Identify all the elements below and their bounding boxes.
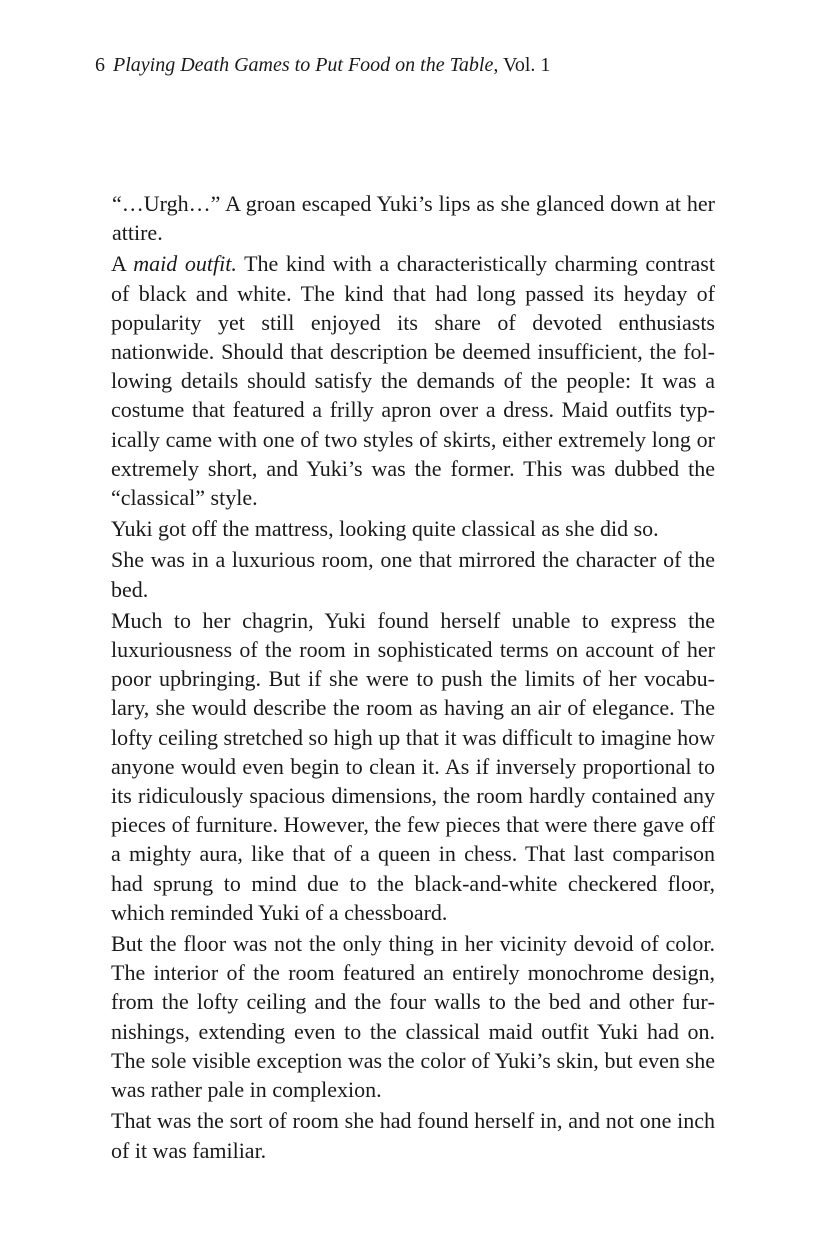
paragraph-text: The kind with a characteristically charming contrast of black and white. The kind that had long passed its heyday of popularity yet still enjoyed its share of devoted enthusiasts nationwide. Should that description be deemed insufficient, the following details should satisfy the demands of the people: It was a costume that featured a frilly apron over a dress. Maid outfits typically came with one of two styles of skirts, either extremely long or extremely short, and Yuki’s was the former. This was dubbed the “classical” style. [111, 251, 715, 511]
paragraph [111, 512, 715, 543]
paragraph [111, 247, 715, 512]
paragraph-text: Much to her chagrin, Yuki found herself unable to express the luxuriousness of the room in sophisticated terms on account of her poor upbringing. But if she were to push the limits of her vocabulary, she would describe the room as having an air of elegance. The lofty ceiling stretched so high up that it was difficult to imagine how anyone would even begin to clean it. As if inversely proportional to its ridiculously spacious dimensions, the room hardly contained any pieces of furniture. However, the few pieces that were there gave off a mighty aura, like that of a queen in chess. That last comparison had sprung to mind due to the black-and-white checkered floor, which reminded Yuki of a chessboard. [111, 607, 715, 925]
paragraph-text: Yuki got off the mattress, looking quite classical as she did so. [111, 516, 659, 542]
paragraph-text: But the floor was not the only thing in her vicinity devoid of color. The interior of the room featured an entirely monochrome design, from the lofty ceiling and the four walls to the bed and other furnishings, extending even to the classical maid outfit Yuki had on. The sole visible exception was the color of Yuki’s skin, but even she was rather pale in complexion. [111, 931, 715, 1103]
book-title: Playing Death Games to Put Food on the Table [113, 54, 494, 76]
body-text [112, 189, 715, 1165]
paragraph-text: She was in a luxurious room, one that mirrored the character of the bed. [111, 547, 715, 602]
paragraph [111, 1104, 715, 1164]
paragraph [111, 543, 715, 603]
paragraph-text: “…Urgh…” A groan escaped Yuki’s lips as she glanced down at her attire. [112, 191, 715, 246]
paragraph [112, 189, 715, 247]
volume-label: , Vol. 1 [493, 54, 551, 76]
paragraph-text: That was the sort of room she had found herself in, and not one inch of it was familiar. [111, 1108, 715, 1163]
paragraph [111, 927, 715, 1104]
page-number: 6 [95, 54, 105, 76]
paragraph [111, 604, 715, 927]
running-head [95, 51, 550, 79]
paragraph-text: A [111, 251, 134, 277]
emphasis-text: maid outfit. [133, 251, 237, 277]
